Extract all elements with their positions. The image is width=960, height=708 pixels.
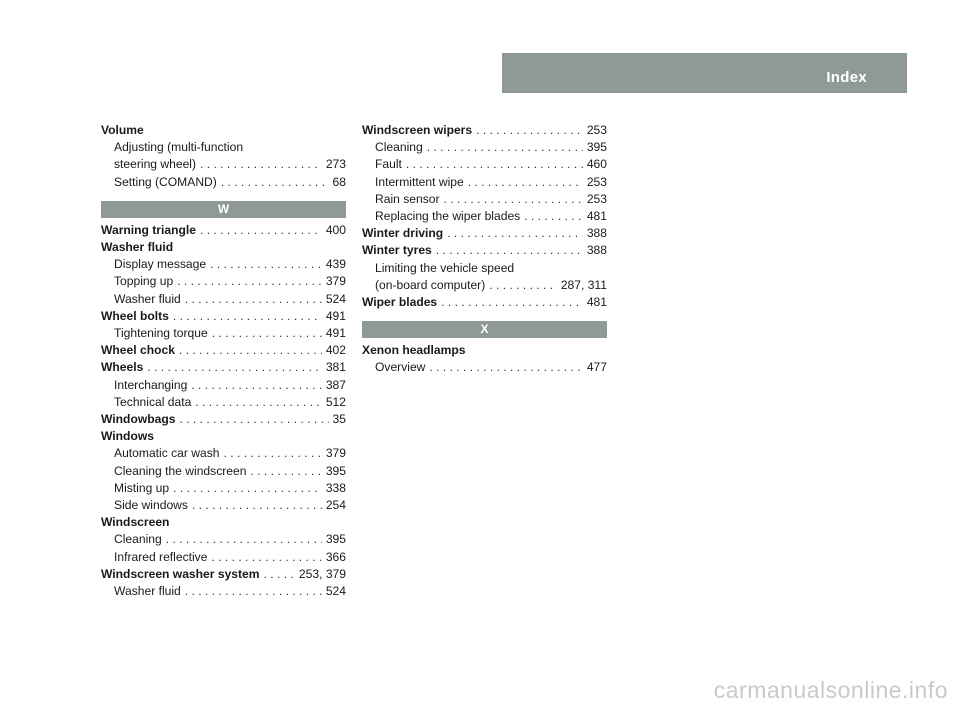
index-heading: Windscreen (101, 515, 170, 530)
index-subentry (362, 208, 607, 225)
entry-page[interactable]: 524 (325, 291, 346, 306)
entry-label: Wheel chock (101, 343, 175, 358)
entry-page[interactable]: 35 (332, 412, 346, 427)
entry-label: steering wheel) (114, 157, 197, 172)
letter-section-x: X (362, 321, 607, 338)
index-subentry (362, 139, 607, 156)
entry-page[interactable]: 273 (325, 157, 346, 172)
entry-page[interactable]: 338 (325, 480, 346, 495)
index-subentry (362, 277, 607, 294)
index-entry (362, 122, 607, 139)
index-entry (101, 308, 346, 325)
entry-page[interactable]: 512 (325, 394, 346, 409)
index-entry (101, 222, 346, 239)
entry-label: Technical data (114, 394, 192, 409)
entry-label: Windscreen washer system (101, 566, 260, 581)
index-entry (101, 359, 346, 376)
entry-label: Topping up (114, 274, 174, 289)
entry-page[interactable]: 477 (586, 360, 607, 375)
index-subentry (101, 497, 346, 514)
index-subentry (362, 156, 607, 173)
entry-page[interactable]: 481 (586, 209, 607, 224)
entry-page[interactable]: 439 (325, 257, 346, 272)
entry-page[interactable]: 395 (325, 463, 346, 478)
entry-page[interactable]: 395 (586, 140, 607, 155)
entry-page[interactable]: 460 (586, 157, 607, 172)
index-entry (101, 566, 346, 583)
entry-label: Overview (375, 360, 426, 375)
index-subentry (362, 191, 607, 208)
entry-label: Replacing the wiper blades (375, 209, 521, 224)
page-title: Index (826, 69, 867, 86)
entry-label: Windscreen wipers (362, 123, 473, 137)
index-entry (362, 242, 607, 259)
entry-label: Rain sensor (375, 191, 440, 206)
index-heading-volume: Volume (101, 123, 144, 137)
entry-label: (on-board computer) (375, 277, 486, 292)
entry-page[interactable]: 253 (586, 123, 607, 137)
entry-page[interactable]: 253 (586, 174, 607, 189)
index-subentry (101, 325, 346, 342)
entry-page[interactable]: 402 (325, 343, 346, 358)
index-subentry (101, 291, 346, 308)
index-subentry (101, 394, 346, 411)
entry-page[interactable]: 524 (325, 584, 346, 599)
entry-label: Tightening torque (114, 326, 208, 341)
entry-label: Cleaning (114, 532, 162, 547)
entry-page[interactable]: 253 (586, 191, 607, 206)
index-subentry (101, 445, 346, 462)
entry-label: Cleaning (375, 140, 423, 155)
entry-page[interactable]: 395 (325, 532, 346, 547)
index-subentry (101, 377, 346, 394)
entry-page[interactable]: 491 (325, 308, 346, 323)
entry-page[interactable]: 388 (586, 226, 607, 241)
index-subentry (101, 156, 346, 173)
index-subentry (101, 463, 346, 480)
entry-label: Display message (114, 257, 207, 272)
entry-label: Infrared reflective (114, 549, 208, 564)
entry-page[interactable]: 381 (325, 360, 346, 375)
index-header-bar (502, 53, 907, 93)
entry-label: Setting (COMAND) (114, 174, 217, 189)
index-subentry (101, 583, 346, 600)
entry-page[interactable]: 68 (332, 174, 346, 189)
entry-page[interactable]: 379 (325, 446, 346, 461)
entry-label: Washer fluid (114, 584, 181, 599)
index-column-left (101, 122, 346, 600)
entry-label: Intermittent wipe (375, 174, 464, 189)
index-heading: Windows (101, 429, 154, 444)
index-entry (101, 411, 346, 428)
entry-page[interactable]: 388 (586, 243, 607, 258)
entry-page[interactable]: 253, 379 (298, 566, 346, 581)
index-subentry (362, 174, 607, 191)
entry-label: Warning triangle (101, 222, 196, 237)
entry-label: Misting up (114, 480, 170, 495)
entry-page[interactable]: 379 (325, 274, 346, 289)
entry-label: Cleaning the windscreen (114, 463, 247, 478)
index-subentry (101, 273, 346, 290)
index-subentry (362, 359, 607, 376)
entry-label: Wheels (101, 360, 144, 375)
entry-label: Winter tyres (362, 243, 432, 258)
index-entry (101, 342, 346, 359)
index-heading: Washer fluid (101, 240, 174, 255)
entry-label: Washer fluid (114, 291, 181, 306)
index-entry (362, 294, 607, 311)
index-subentry (101, 256, 346, 273)
entry-label: Winter driving (362, 226, 444, 241)
index-column-right (362, 122, 607, 377)
entry-page[interactable]: 254 (325, 498, 346, 513)
entry-label: Wheel bolts (101, 308, 169, 323)
entry-page[interactable]: 287, 311 (560, 277, 607, 292)
entry-page[interactable]: 387 (325, 377, 346, 392)
entry-page[interactable]: 366 (325, 549, 346, 564)
entry-page[interactable]: 481 (586, 295, 607, 310)
index-subentry (101, 174, 346, 191)
index-subentry-text: Adjusting (multi-function (114, 140, 244, 155)
index-entry (362, 225, 607, 242)
index-subentry-text: Limiting the vehicle speed (375, 260, 515, 275)
index-heading: Xenon headlamps (362, 343, 466, 358)
index-subentry (101, 480, 346, 497)
entry-label: Windowbags (101, 412, 176, 427)
entry-label: Wiper blades (362, 295, 438, 310)
letter-section-w: W (101, 201, 346, 218)
entry-label: Automatic car wash (114, 446, 220, 461)
entry-label: Interchanging (114, 377, 188, 392)
index-subentry (101, 531, 346, 548)
watermark: carmanualsonline.info (713, 677, 948, 703)
entry-page[interactable]: 491 (325, 326, 346, 341)
entry-label: Side windows (114, 498, 188, 513)
entry-label: Fault (375, 157, 402, 172)
index-subentry (101, 549, 346, 566)
entry-page[interactable]: 400 (325, 222, 346, 237)
